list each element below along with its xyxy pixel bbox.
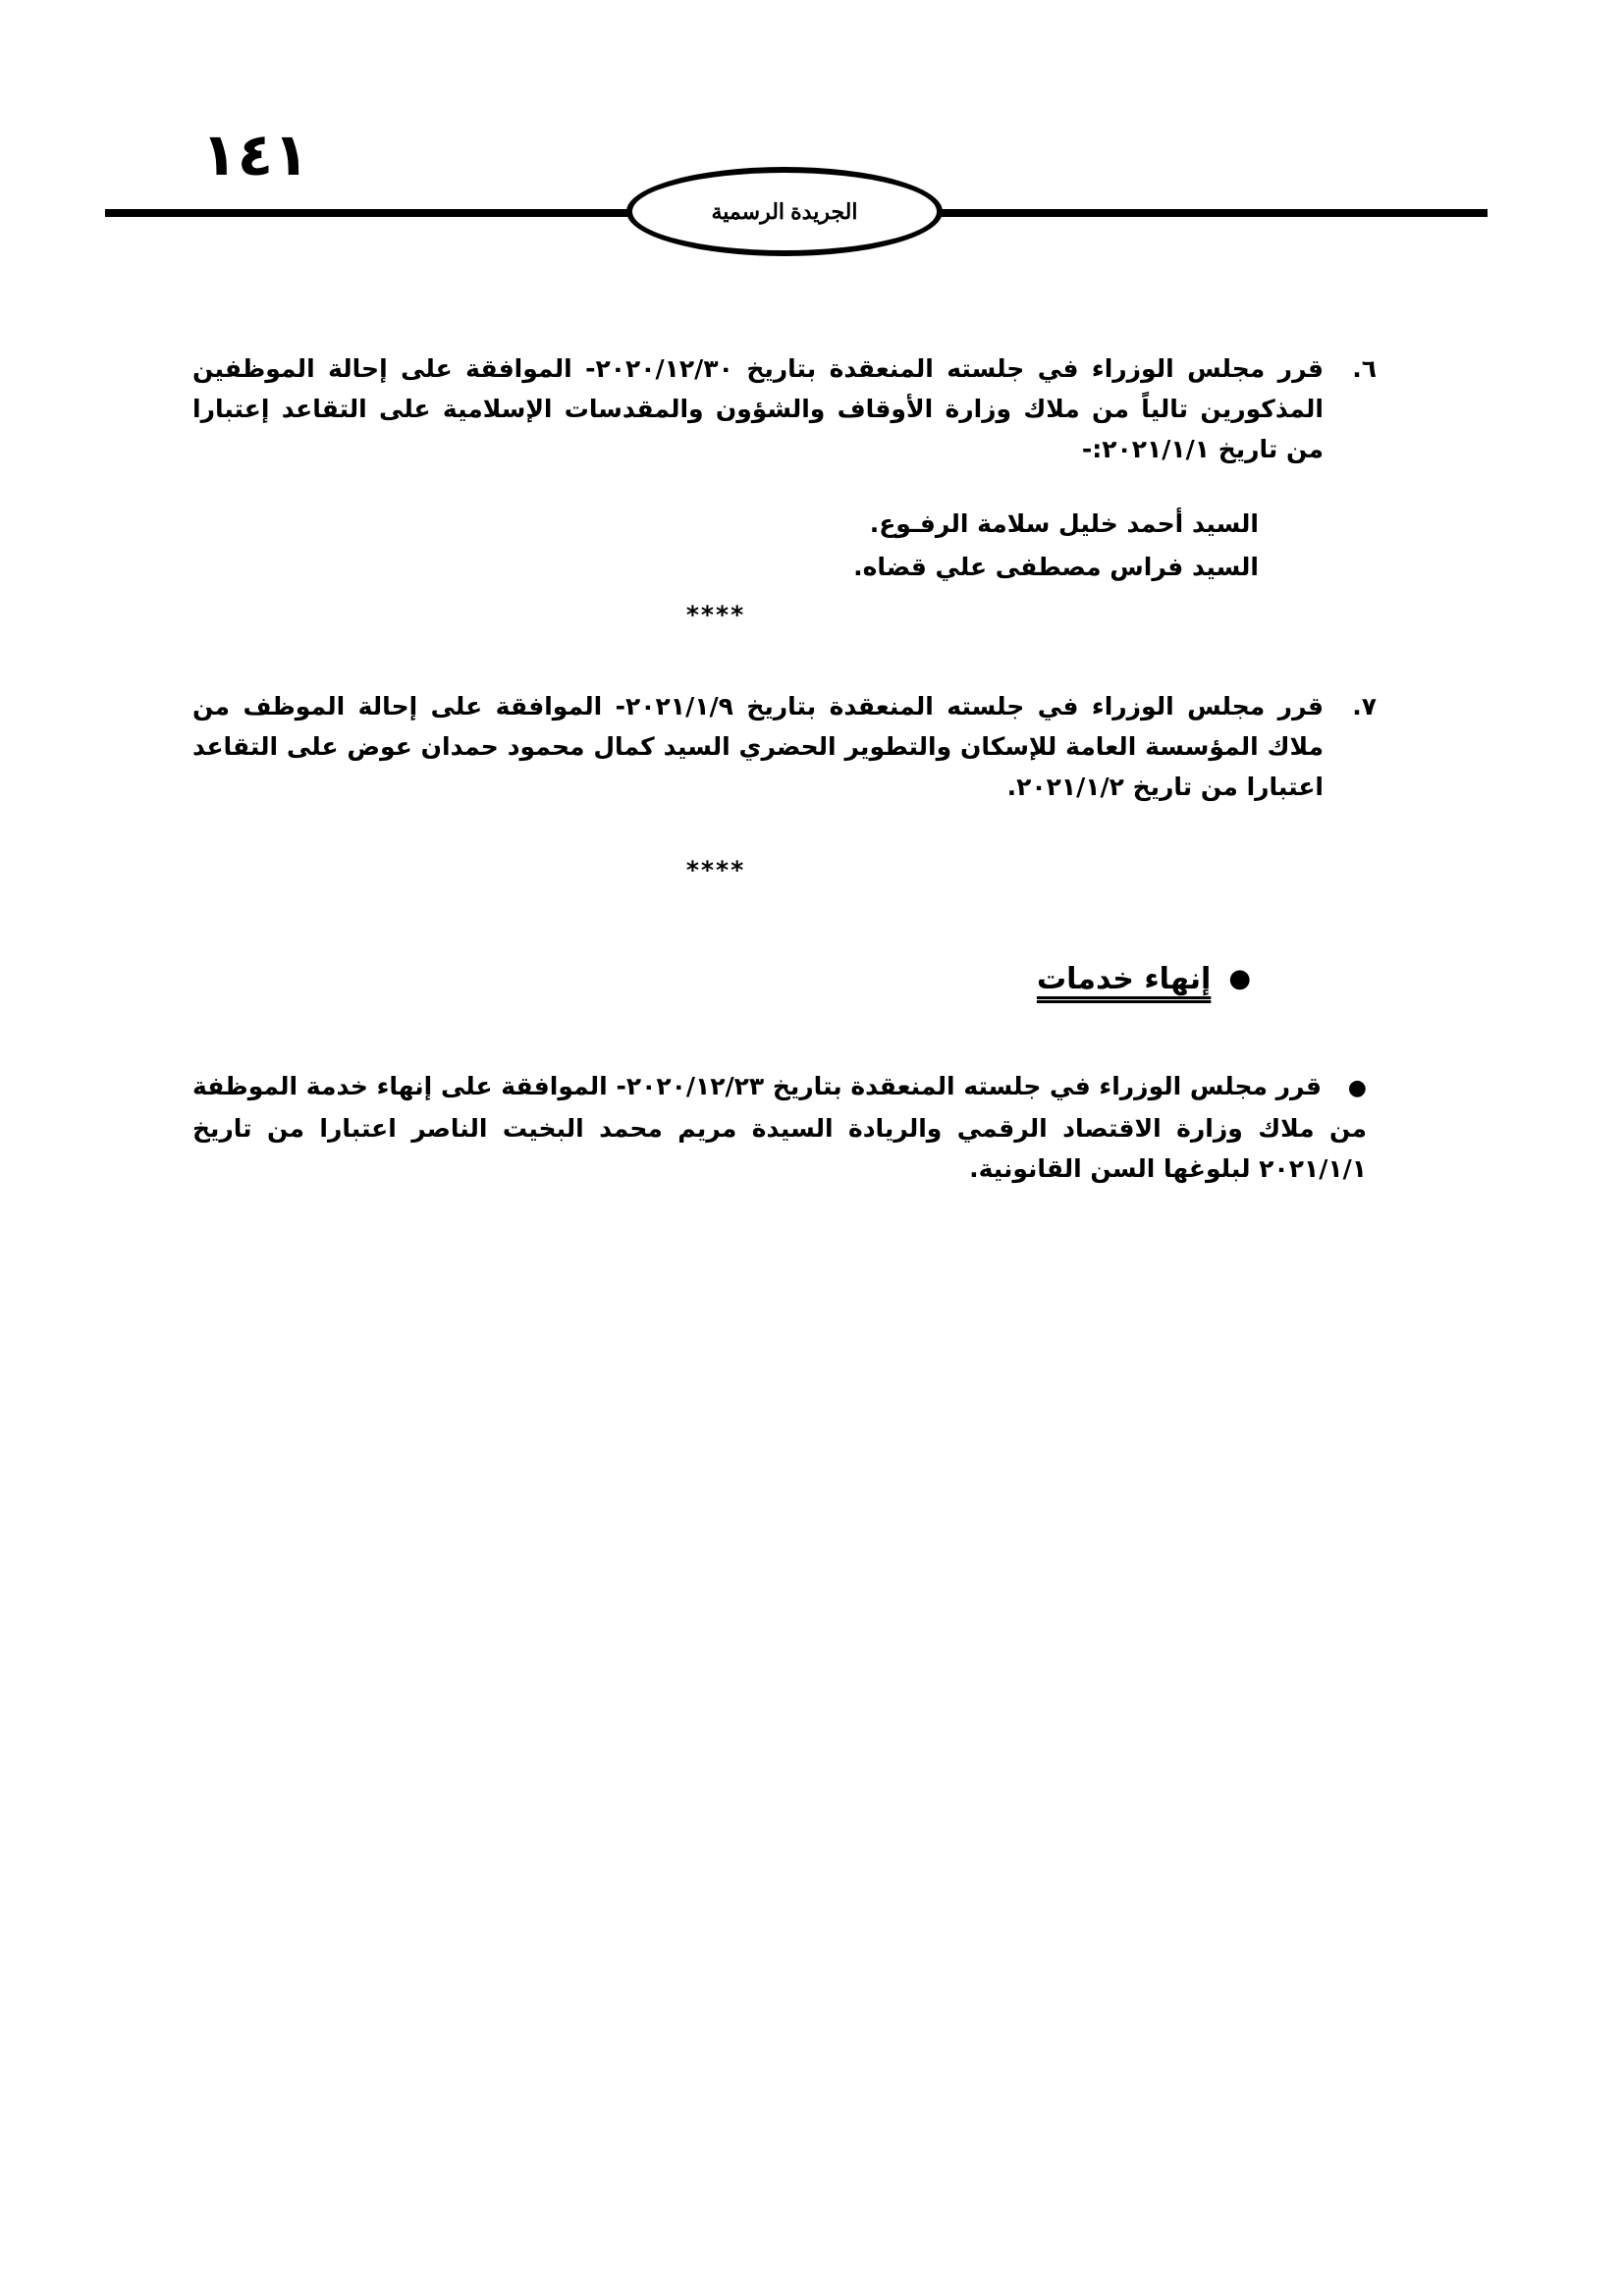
separator-stars: **** <box>685 856 746 884</box>
item-text: قرر مجلس الوزراء في جلسته المنعقدة بتاريخ ٢٠٢١/١/٩- الموافقة على إحالة الموظف من ملاك المؤسسة العامة للإسكان والتطوير الحضري السيد كمال محمود حمدان عوض على التقاعد اعتبارا من تاريخ ٢٠٢١/١/٢. <box>192 692 1324 801</box>
section-heading <box>192 959 1377 999</box>
document-body <box>192 348 1377 1189</box>
name-entry: السيد فراس مصطفى علي قضاه. <box>853 553 1259 581</box>
bullet-icon: ● <box>1347 1076 1367 1100</box>
name-entry: السيد أحمد خليل سلامة الرفـوع. <box>869 509 1259 538</box>
termination-item <box>192 1066 1377 1189</box>
item-number: ٧. <box>1352 692 1377 721</box>
item-number: ٦. <box>1352 354 1377 383</box>
bullet-icon: ● <box>1228 964 1251 993</box>
page-number: ١٤١ <box>201 121 309 189</box>
gazette-title: الجريدة الرسمية <box>711 198 858 224</box>
item-text: قرر مجلس الوزراء في جلسته المنعقدة بتاريخ ٢٠٢٠/١٢/٣٠- الموافقة على إحالة الموظفين المذكورين تالياً من ملاك وزارة الأوقاف والشؤون والمقدسات الإسلامية على التقاعد إعتبارا من تاريخ ٢٠٢١/١/١:- <box>192 354 1324 463</box>
names-list <box>192 503 1259 589</box>
item-text: قرر مجلس الوزراء في جلسته المنعقدة بتاريخ ٢٠٢٠/١٢/٢٣- الموافقة على إنهاء خدمة الموظفة من ملاك وزارة الاقتصاد الرقمي والريادة السيدة مريم محمد البخيت الناصر اعتبارا من تاريخ ٢٠٢١/١/١ لبلوغها السن القانونية. <box>192 1072 1367 1183</box>
decision-item-7 <box>192 686 1377 807</box>
header-oval <box>626 167 943 256</box>
decision-item-6 <box>192 348 1377 469</box>
section-title: إنهاء خدمات <box>1036 962 1212 996</box>
separator-stars: **** <box>685 601 746 629</box>
